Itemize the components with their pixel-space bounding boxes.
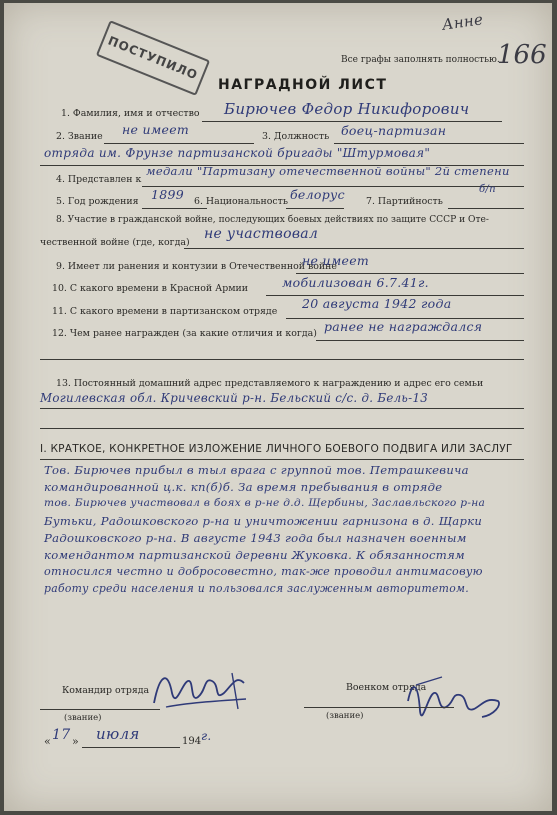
field-1-value: Бирючев Федор Никифорович bbox=[224, 100, 470, 118]
date-close-quote: » bbox=[72, 735, 79, 748]
field-7-line bbox=[448, 208, 524, 209]
commissar-rank-line bbox=[304, 707, 454, 708]
page-title: НАГРАДНОЙ ЛИСТ bbox=[218, 77, 388, 93]
field-8-label-b: чественной войне (где, когда) bbox=[40, 237, 190, 248]
field-4-value: медали "Партизану отечественной войны" 2й степени bbox=[146, 164, 510, 178]
field-13-line-2 bbox=[40, 428, 524, 429]
field-13-label: 13. Постоянный домашний адрес представляемого к награждению и адрес его семьи bbox=[56, 378, 484, 389]
field-8-line bbox=[184, 248, 524, 249]
field-8-label-a: 8. Участие в гражданской войне, последующих боевых действиях по защите СССР и Оте- bbox=[56, 215, 489, 225]
narrative-line: относился честно и добросовестно, так-же проводил антимасовую bbox=[44, 565, 483, 578]
field-13-line bbox=[40, 408, 524, 409]
field-10-value: мобилизован 6.7.41г. bbox=[282, 275, 429, 290]
commissar-signature bbox=[402, 671, 512, 731]
field-7-label: 7. Партийность bbox=[366, 196, 443, 207]
narrative-line: командированной ц.к. кп(б)б. За время пребывания в отряде bbox=[44, 480, 443, 494]
field-2-label: 2. Звание bbox=[56, 131, 103, 142]
commissar-rank-label: (звание) bbox=[326, 711, 364, 721]
field-6-label: 6. Национальность bbox=[194, 196, 288, 207]
date-year-suffix: г. bbox=[201, 729, 212, 743]
field-9-label: 9. Имеет ли ранения и контузии в Отечественной войне bbox=[56, 261, 337, 272]
date-day: 17 bbox=[52, 727, 71, 743]
narrative-line: Радошковского р-на. В августе 1943 года был назначен военным bbox=[44, 531, 467, 545]
field-1-label: 1. Фамилия, имя и отчество bbox=[61, 108, 200, 119]
commander-rank-label: (звание) bbox=[64, 713, 102, 723]
field-2-line bbox=[104, 143, 254, 144]
field-8-value: не участвовал bbox=[204, 226, 319, 242]
date-open-quote: « bbox=[44, 735, 51, 748]
date-month-line bbox=[82, 747, 180, 748]
narrative-line: Бутьки, Радошковского р-на и уничтожении гарнизона в д. Щарки bbox=[44, 514, 483, 528]
field-2-value: не имеет bbox=[122, 122, 190, 137]
field-9-value: не имеет bbox=[302, 253, 370, 268]
field-5-line bbox=[142, 208, 207, 209]
date-year-prefix: 194 bbox=[182, 736, 202, 747]
received-stamp: ПОСТУПИЛО bbox=[96, 20, 210, 96]
fill-all-note: Все графы заполнять полностью. bbox=[341, 55, 500, 65]
field-12-line-2 bbox=[40, 359, 524, 360]
field-6-value: белорус bbox=[290, 187, 345, 202]
section-heading-underline bbox=[40, 459, 524, 460]
field-12-value: ранее не награждался bbox=[324, 319, 483, 334]
field-11-value: 20 августа 1942 года bbox=[302, 296, 452, 311]
narrative-line: комендантом партизанской деревни Жуковка. К обязанностям bbox=[44, 548, 465, 562]
field-10-label: 10. С какого времени в Красной Армии bbox=[52, 283, 249, 294]
narrative-line: работу среди населения и пользовался заслуженным авторитетом. bbox=[44, 582, 469, 595]
field-3-value-a: боец-партизан bbox=[341, 123, 447, 138]
corner-annotation: Анне bbox=[440, 10, 485, 34]
field-1-line bbox=[202, 121, 502, 122]
award-sheet bbox=[4, 3, 552, 811]
field-5-value: 1899 bbox=[151, 187, 185, 202]
section-heading: I. КРАТКОЕ, КОНКРЕТНОЕ ИЗЛОЖЕНИЕ ЛИЧНОГО БОЕВОГО ПОДВИГА ИЛИ ЗАСЛУГ bbox=[40, 443, 513, 455]
field-3-value-b: отряда им. Фрунзе партизанской бригады "Штурмовая" bbox=[44, 146, 431, 160]
field-5-label: 5. Год рождения bbox=[56, 196, 139, 207]
field-3-line bbox=[334, 143, 524, 144]
field-11-label: 11. С какого времени в партизанском отряде bbox=[52, 306, 278, 317]
field-9-line bbox=[296, 273, 524, 274]
narrative-line: Тов. Бирючев прибыл в тыл врага с группой тов. Петрашкевича bbox=[44, 463, 469, 477]
commander-label: Командир отряда bbox=[62, 685, 150, 696]
field-7-value: б/п bbox=[479, 184, 496, 195]
commissar-label: Военком отряда bbox=[346, 682, 427, 693]
field-13-value: Могилевская обл. Кричевский р-н. Бельский с/с. д. Бель-13 bbox=[40, 391, 429, 405]
narrative-line: тов. Бирючев участвовал в боях в р-не д.д. Щербины, Заславльского р-на bbox=[44, 497, 486, 509]
commander-rank-line bbox=[40, 709, 160, 710]
page-number: 166 bbox=[497, 40, 547, 70]
field-6-line bbox=[286, 208, 344, 209]
field-12-line bbox=[316, 340, 524, 341]
commander-signature bbox=[146, 663, 256, 718]
field-4-label: 4. Представлен к bbox=[56, 174, 142, 185]
field-3-label: 3. Должность bbox=[262, 131, 330, 142]
date-month: июля bbox=[96, 725, 140, 743]
field-12-label: 12. Чем ранее награжден (за какие отличия и когда) bbox=[52, 328, 317, 339]
